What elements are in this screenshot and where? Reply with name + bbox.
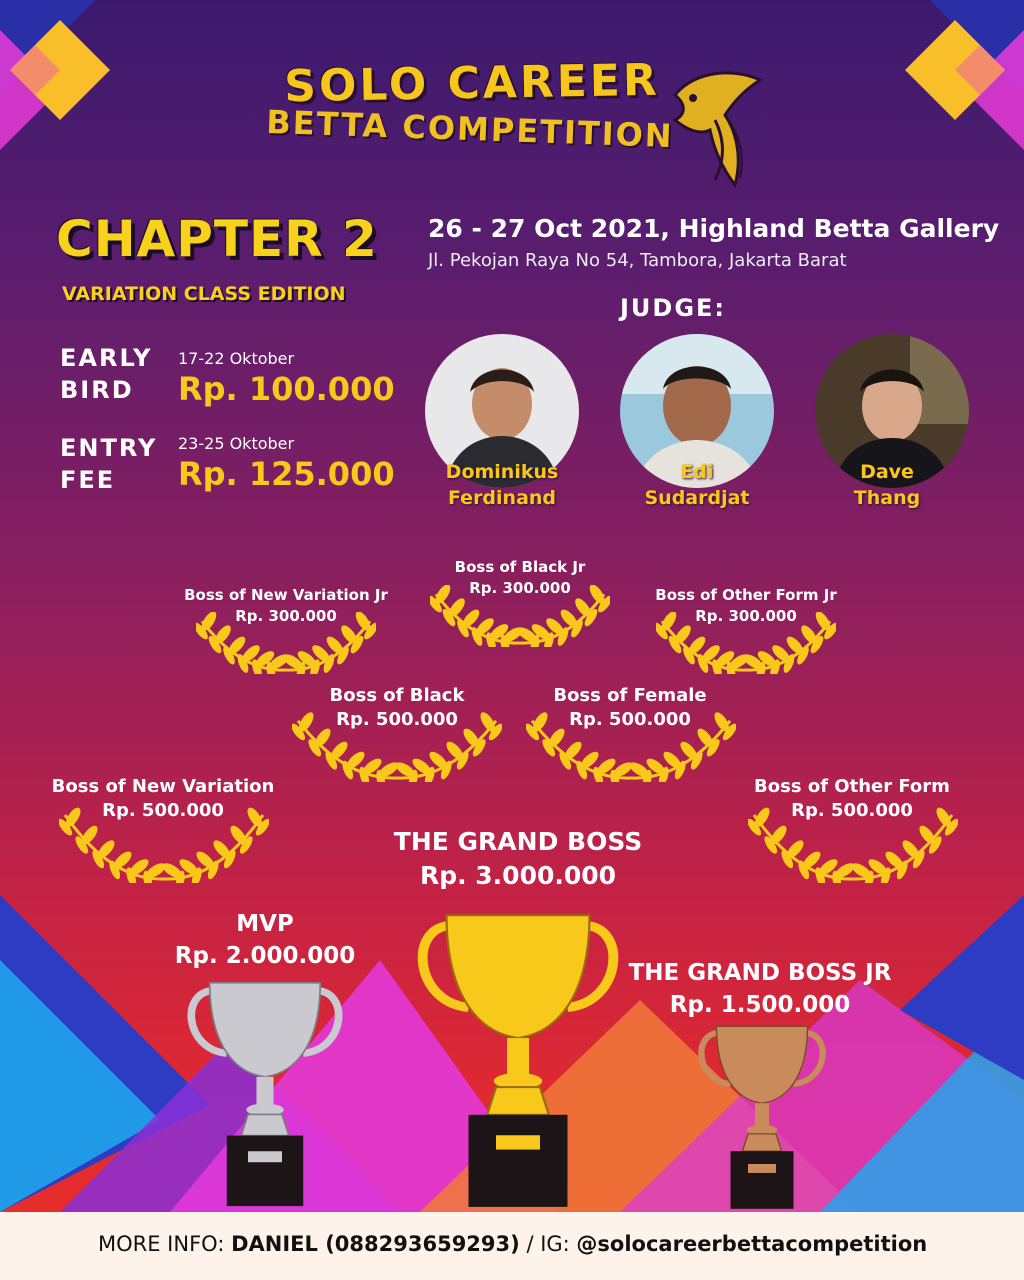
event-subtitle: BETTA COMPETITION: [265, 102, 675, 156]
prize-amount: Rp. 1.500.000: [669, 992, 851, 1018]
judges-heading: JUDGE:: [620, 294, 727, 322]
fee-label-line2: BIRD: [60, 376, 134, 404]
footer-contact: DANIEL (088293659293): [231, 1232, 520, 1256]
prize-grand-boss: [368, 825, 668, 893]
prize-amount: Rp. 2.000.000: [174, 943, 356, 969]
prize-black: [297, 684, 497, 732]
chapter-title: CHAPTER 2: [56, 210, 378, 268]
prize-amount: Rp. 300.000: [469, 579, 571, 597]
prize-new-variation-jr: [176, 585, 396, 627]
footer-label: MORE INFO:: [98, 1232, 225, 1256]
prize-amount: Rp. 3.000.000: [419, 861, 617, 890]
prize-name: MVP: [236, 911, 294, 937]
prize-mvp: [150, 908, 380, 972]
fee-label-line2: FEE: [60, 466, 116, 494]
footer-ig-handle[interactable]: @solocareerbettacompetition: [576, 1232, 928, 1256]
judge-last-name: Thang: [853, 487, 921, 509]
judge-name-1: [417, 459, 587, 511]
prize-name: Boss of New Variation Jr: [184, 586, 388, 604]
fee-dates-entry: 23-25 Oktober: [178, 434, 295, 453]
prize-name: Boss of Female: [553, 685, 707, 706]
prize-new-variation: [38, 775, 288, 823]
judge-name-2: [612, 459, 782, 511]
judge-last-name: Ferdinand: [447, 487, 557, 509]
fee-label-entry: [60, 432, 157, 496]
fee-label-early: [60, 342, 152, 406]
prize-name: Boss of Black: [329, 685, 465, 706]
event-date-venue: 26 - 27 Oct 2021, Highland Betta Gallery: [428, 214, 1000, 243]
judge-name-3: [802, 459, 972, 511]
event-title: SOLO CAREER: [283, 54, 661, 113]
prize-name: Boss of Other Form: [754, 776, 950, 797]
judge-first-name: Dave: [860, 461, 914, 483]
prize-amount: Rp. 300.000: [235, 607, 337, 625]
prize-amount: Rp. 500.000: [791, 800, 913, 821]
prize-female: [530, 684, 730, 732]
prize-name: Boss of Other Form Jr: [655, 586, 837, 604]
prize-amount: Rp. 500.000: [569, 709, 691, 730]
prize-amount: Rp. 500.000: [336, 709, 458, 730]
prize-other-form: [732, 775, 972, 823]
prize-name: Boss of Black Jr: [454, 558, 586, 576]
prize-grand-boss-jr: [610, 957, 910, 1021]
fee-dates-early: 17-22 Oktober: [178, 349, 295, 368]
judge-first-name: Edi: [680, 461, 714, 483]
prize-amount: Rp. 300.000: [695, 607, 797, 625]
fee-amount-entry: Rp. 125.000: [178, 455, 395, 493]
prize-name: Boss of New Variation: [51, 776, 275, 797]
footer-ig-label: / IG:: [526, 1232, 570, 1256]
prize-black-jr: [420, 557, 620, 599]
prize-other-form-jr: [636, 585, 856, 627]
trophy-icon: [408, 905, 628, 1212]
event-address: Jl. Pekojan Raya No 54, Tambora, Jakarta Barat: [428, 250, 847, 271]
judge-last-name: Sudardjat: [644, 487, 750, 509]
prize-name: THE GRAND BOSS JR: [628, 960, 892, 986]
prize-amount: Rp. 500.000: [102, 800, 224, 821]
trophy-icon: [692, 1020, 832, 1212]
chapter-edition: VARIATION CLASS EDITION: [62, 283, 346, 305]
fee-label-line1: EARLY: [60, 344, 153, 372]
judge-first-name: Dominikus: [445, 461, 559, 483]
fee-amount-early: Rp. 100.000: [178, 370, 395, 408]
footer-info: [98, 1232, 927, 1256]
prize-name: THE GRAND BOSS: [393, 827, 643, 856]
betta-fish-icon: [665, 60, 775, 195]
trophy-icon: [180, 975, 350, 1210]
fee-label-line1: ENTRY: [60, 434, 158, 462]
